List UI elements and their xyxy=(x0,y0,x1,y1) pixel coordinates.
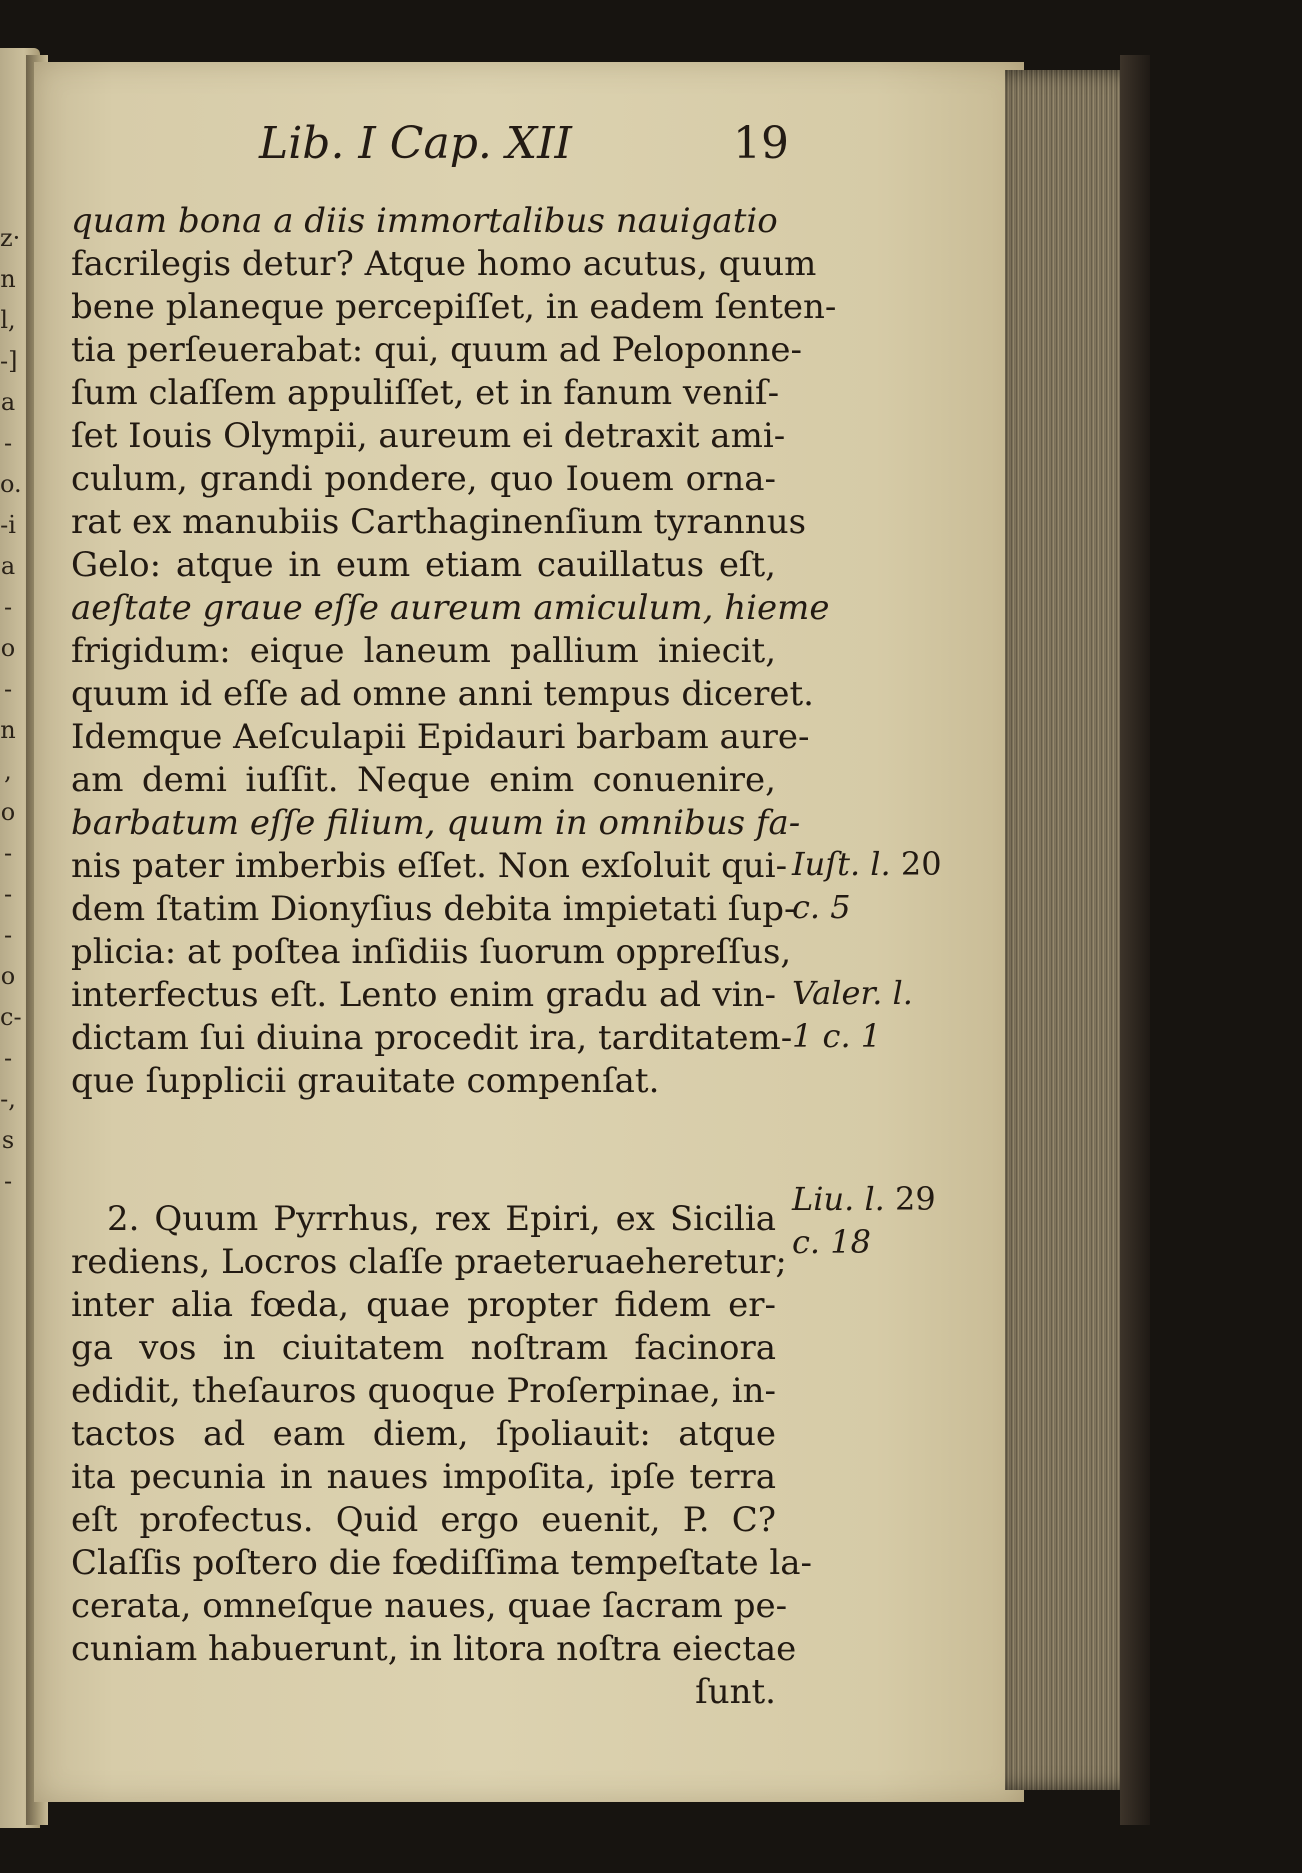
running-head: Lib. I Cap. XII xyxy=(259,118,572,169)
margin-note xyxy=(792,1180,936,1218)
text-line: eſt profectus. Quid ergo euenit, P. C? xyxy=(71,1500,776,1540)
margin-note-num: 29 xyxy=(895,1180,936,1218)
text-line: aeſtate graue eſſe aureum amiculum, hieme xyxy=(71,588,830,628)
margin-note-ref: Valer. l. xyxy=(792,974,913,1012)
text-line: cerata, omneſque naues, quae ſacram pe- xyxy=(71,1586,788,1626)
margin-note-num: 20 xyxy=(900,845,942,883)
margin-note-line2: c. 18 xyxy=(792,1223,871,1261)
text-line: ſet Iouis Olympii, aureum ei detraxit ami- xyxy=(71,416,786,456)
text-line: quam bona a diis immortalibus nauigatio xyxy=(71,201,778,241)
text-line: am demi iuſſit. Neque enim conuenire, xyxy=(71,760,776,800)
text-line: facrilegis detur? Atque homo acutus, quum xyxy=(71,244,817,284)
margin-note-ref: Iuſt. l. xyxy=(792,845,891,883)
margin-note-line2: 1 c. 1 xyxy=(792,1017,882,1055)
text-line: 2. Quum Pyrrhus, rex Epiri, ex Sicilia xyxy=(107,1199,776,1239)
margin-note xyxy=(792,888,851,926)
text-line: plicia: at poſtea inſidiis ſuorum oppreſſus, xyxy=(71,932,792,972)
text-line: Idemque Aeſculapii Epidauri barbam aure- xyxy=(71,717,810,757)
text-line: ita pecunia in naues impoſita, ipſe terra xyxy=(71,1457,776,1497)
text-line: Gelo: atque in eum etiam cauillatus eſt, xyxy=(71,545,776,585)
margin-note xyxy=(792,974,913,1012)
text-line: Claſſis poſtero die fœdiſſima tempeſtate la- xyxy=(71,1543,813,1583)
text-line: ga vos in ciuitatem noſtram facinora xyxy=(71,1328,776,1368)
text-line: dictam ſui diuina procedit ira, tarditatem- xyxy=(71,1018,793,1058)
text-line: edidit, theſauros quoque Proſerpinae, in- xyxy=(71,1371,776,1411)
text-line: nis pater imberbis eſſet. Non exſoluit qui- xyxy=(71,846,788,886)
previous-page-letters: z· n l, -] a - o. -i a - o - n , o - - - o c- - -, s - xyxy=(0,224,22,1195)
text-line: tia perſeuerabat: qui, quum ad Peloponne- xyxy=(71,330,803,370)
text-line: culum, grandi pondere, quo Iouem orna- xyxy=(71,459,776,499)
page-header xyxy=(0,118,1302,178)
book-cover xyxy=(1120,55,1150,1825)
text-line: que ſupplicii grauitate compenſat. xyxy=(71,1061,660,1101)
text-line: interfectus eſt. Lento enim gradu ad vin- xyxy=(71,975,776,1015)
margin-note xyxy=(792,1223,871,1261)
text-line: ſum claſſem appuliſſet, et in fanum veniſ- xyxy=(71,373,780,413)
margin-note-line2: c. 5 xyxy=(792,888,851,926)
text-line: tactos ad eam diem, ſpoliauit: atque xyxy=(71,1414,776,1454)
page-number: 19 xyxy=(733,118,789,169)
margin-note-ref: Liu. l. xyxy=(792,1180,885,1218)
text-line: bene planeque percepiſſet, in eadem ſenten- xyxy=(71,287,837,327)
text-line: inter alia fœda, quae propter fidem er- xyxy=(71,1285,776,1325)
text-line: dem ſtatim Dionyſius debita impietati ſup- xyxy=(71,889,796,929)
margin-note xyxy=(792,1017,881,1055)
text-line: quum id eſſe ad omne anni tempus diceret. xyxy=(71,674,814,714)
text-line: ſunt. xyxy=(695,1672,776,1712)
margin-note xyxy=(792,845,942,883)
text-line: barbatum eſſe filium, quum in omnibus fa- xyxy=(71,803,801,843)
text-line: rat ex manubiis Carthaginenſium tyrannus xyxy=(71,502,807,542)
text-line: rediens, Locros claſſe praeteruaeheretur; xyxy=(71,1242,787,1282)
paragraph-gap xyxy=(71,1103,776,1198)
text-line: frigidum: eique laneum pallium iniecit, xyxy=(71,631,776,671)
text-line: cuniam habuerunt, in litora noſtra eiectae xyxy=(71,1629,797,1669)
